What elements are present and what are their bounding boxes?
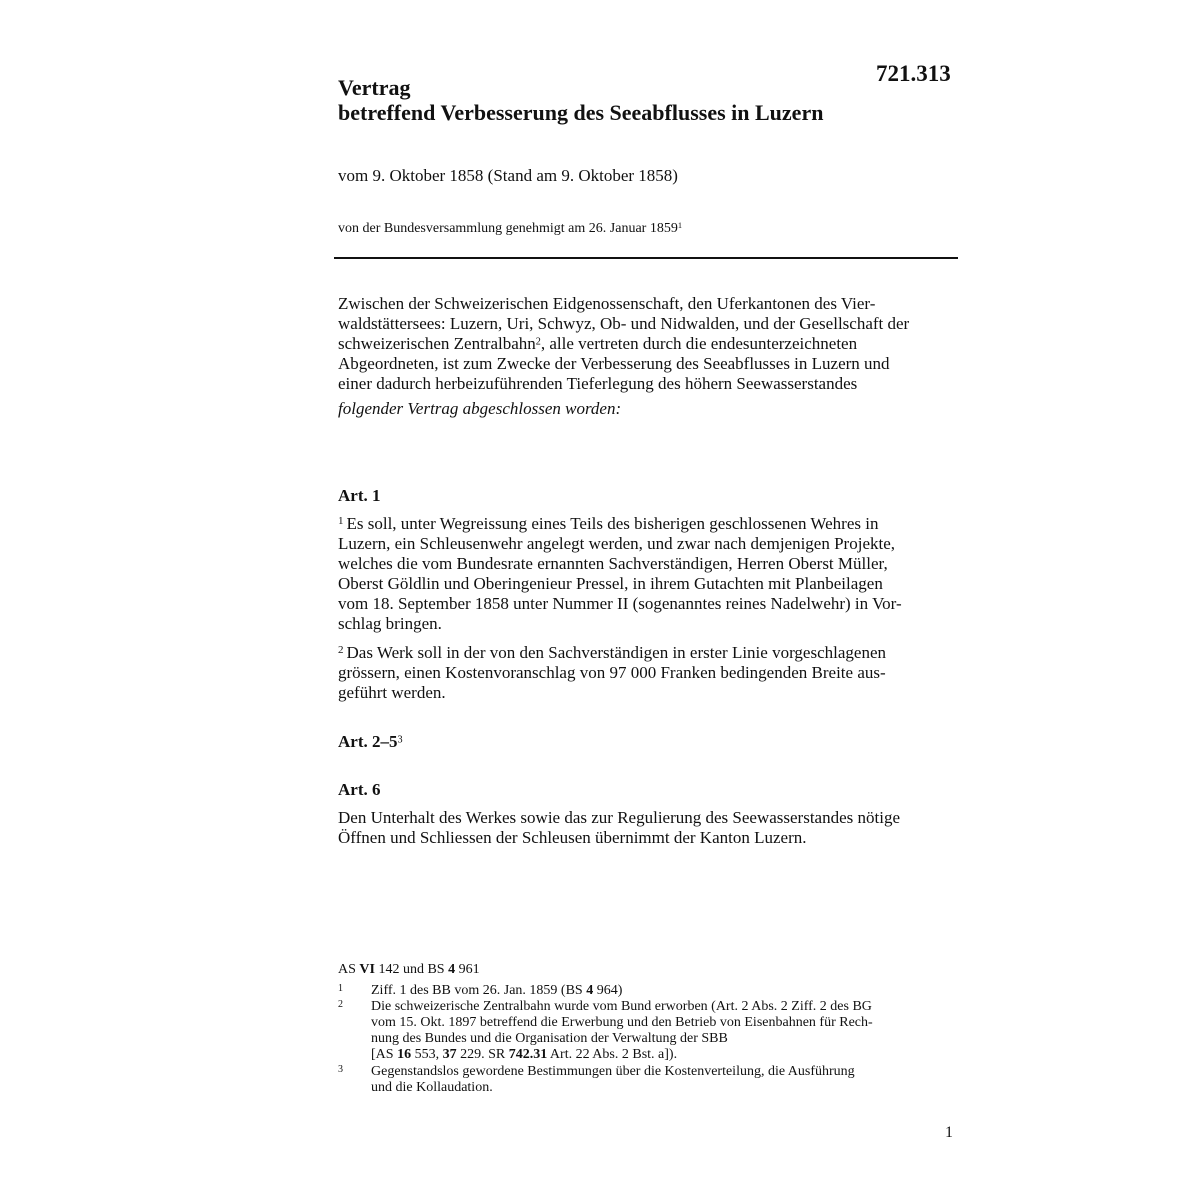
para-line [338,643,955,663]
preamble-text: , alle vertreten durch die endesunterzeichneten [540,334,858,353]
page-number: 1 [945,1124,953,1141]
para-line: Oberst Göldlin und Oberingenieur Pressel, in ihrem Gutachten mit Planbeilagen [338,574,883,593]
art-6-heading: Art. 6 [338,780,381,799]
footnote-number: 1 [338,983,343,994]
preamble-line: Abgeordneten, ist zum Zwecke der Verbesserung des Seeabflusses in Luzern und [338,354,890,373]
preamble-closing: folgender Vertrag abgeschlossen worden: [338,399,622,418]
footnote-number: 2 [338,999,343,1010]
fn-volume: 16 [397,1047,412,1062]
para-line: Öffnen und Schliessen der Schleusen übernimmt der Kanton Luzern. [338,828,807,847]
paragraph-number: 1 [338,515,344,528]
document-title [338,75,823,125]
footnote-line [371,1047,958,1063]
fn-volume: 4 [586,983,594,998]
as-text: 961 [455,962,480,977]
footnote-3 [338,1064,958,1096]
para-line [338,514,955,534]
fn-text: Art. 22 Abs. 2 Bst. a]). [547,1047,678,1062]
title-line-1: Vertrag [338,75,411,100]
footnote-line: Gegenstandslos gewordene Bestimmungen über die Kostenverteilung, die Ausführung [371,1064,855,1079]
as-reference [338,962,480,978]
fn-text: 964) [593,983,623,998]
preamble-line: einer dadurch herbeizuführenden Tieferlegung des höhern Seewasserstandes [338,374,858,393]
art-1-heading: Art. 1 [338,486,381,505]
para-text: Es soll, unter Wegreissung eines Teils des bisherigen geschlossenen Wehres in [346,514,879,533]
approval-line [338,221,682,237]
footnote-line: nung des Bundes und die Organisation der Verwaltung der SBB [371,1031,728,1046]
preamble-text: schweizerischen Zentralbahn [338,334,536,353]
title-line-2: betreffend Verbesserung des Seeabflusses in Luzern [338,100,824,125]
footnote-2 [338,999,958,1063]
para-line: schlag bringen. [338,614,442,633]
art-6-paragraph [338,808,955,848]
para-text: Das Werk soll in der von den Sachverständigen in erster Linie vorgeschlagenen [346,643,886,662]
footnote-ref-3[interactable]: 3 [397,734,403,746]
para-line: Luzern, ein Schleusenwehr angelegt werden, und zwar nach demjenigen Projekte, [338,534,896,553]
footnote-line: vom 15. Okt. 1897 betreffend die Erwerbung und den Betrieb von Eisenbahnen für Rech- [371,1015,873,1030]
para-line: welches die vom Bundesrate ernannten Sachverständigen, Herren Oberst Müller, [338,554,888,573]
as-text: AS [338,962,360,977]
preamble-line [338,334,958,354]
footnote-line: und die Kollaudation. [371,1080,493,1095]
preamble-line: Zwischen der Schweizerischen Eidgenossenschaft, den Uferkantonen des Vier- [338,294,876,313]
footnote-ref-2[interactable]: 2 [535,336,541,348]
sr-number: 721.313 [876,61,951,86]
para-line: Den Unterhalt des Werkes sowie das zur Regulierung des Seewasserstandes nötige [338,808,900,827]
footnote-ref-1[interactable]: 1 [677,221,683,231]
bs-volume: 4 [448,962,456,977]
para-line: grössern, einen Kostenvoranschlag von 97 000 Franken bedingenden Breite aus- [338,663,886,682]
as-volume: VI [359,962,375,977]
footnote-text [371,983,958,999]
fn-text: [AS [371,1047,398,1062]
paragraph-number: 2 [338,644,344,657]
fn-text: 229. SR [456,1047,509,1062]
art-1-paragraph-1 [338,514,955,634]
art-1-paragraph-2 [338,643,955,703]
date-line: vom 9. Oktober 1858 (Stand am 9. Oktober 1858) [338,166,678,185]
footnote-line: Die schweizerische Zentralbahn wurde vom Bund erworben (Art. 2 Abs. 2 Ziff. 2 des BG [371,999,872,1014]
approval-text: von der Bundesversammlung genehmigt am 26. Januar 1859 [338,221,678,236]
header-divider [334,257,958,259]
footnote-1 [338,983,958,999]
fn-volume: 37 [442,1047,457,1062]
fn-sr-number: 742.31 [508,1047,548,1062]
art-2-5-label: Art. 2–5 [338,732,398,751]
preamble [338,294,958,419]
art-2-5-heading [338,732,403,752]
as-text: 142 und BS [374,962,449,977]
fn-text: 553, [411,1047,443,1062]
para-line: geführt werden. [338,683,446,702]
preamble-line: waldstättersees: Luzern, Uri, Schwyz, Ob- und Nidwalden, und der Gesellschaft der [338,314,910,333]
fn-text: Ziff. 1 des BB vom 26. Jan. 1859 (BS [371,983,587,998]
para-line: vom 18. September 1858 unter Nummer II (sogenanntes reines Nadelwehr) in Vor- [338,594,902,613]
footnote-number: 3 [338,1064,343,1075]
